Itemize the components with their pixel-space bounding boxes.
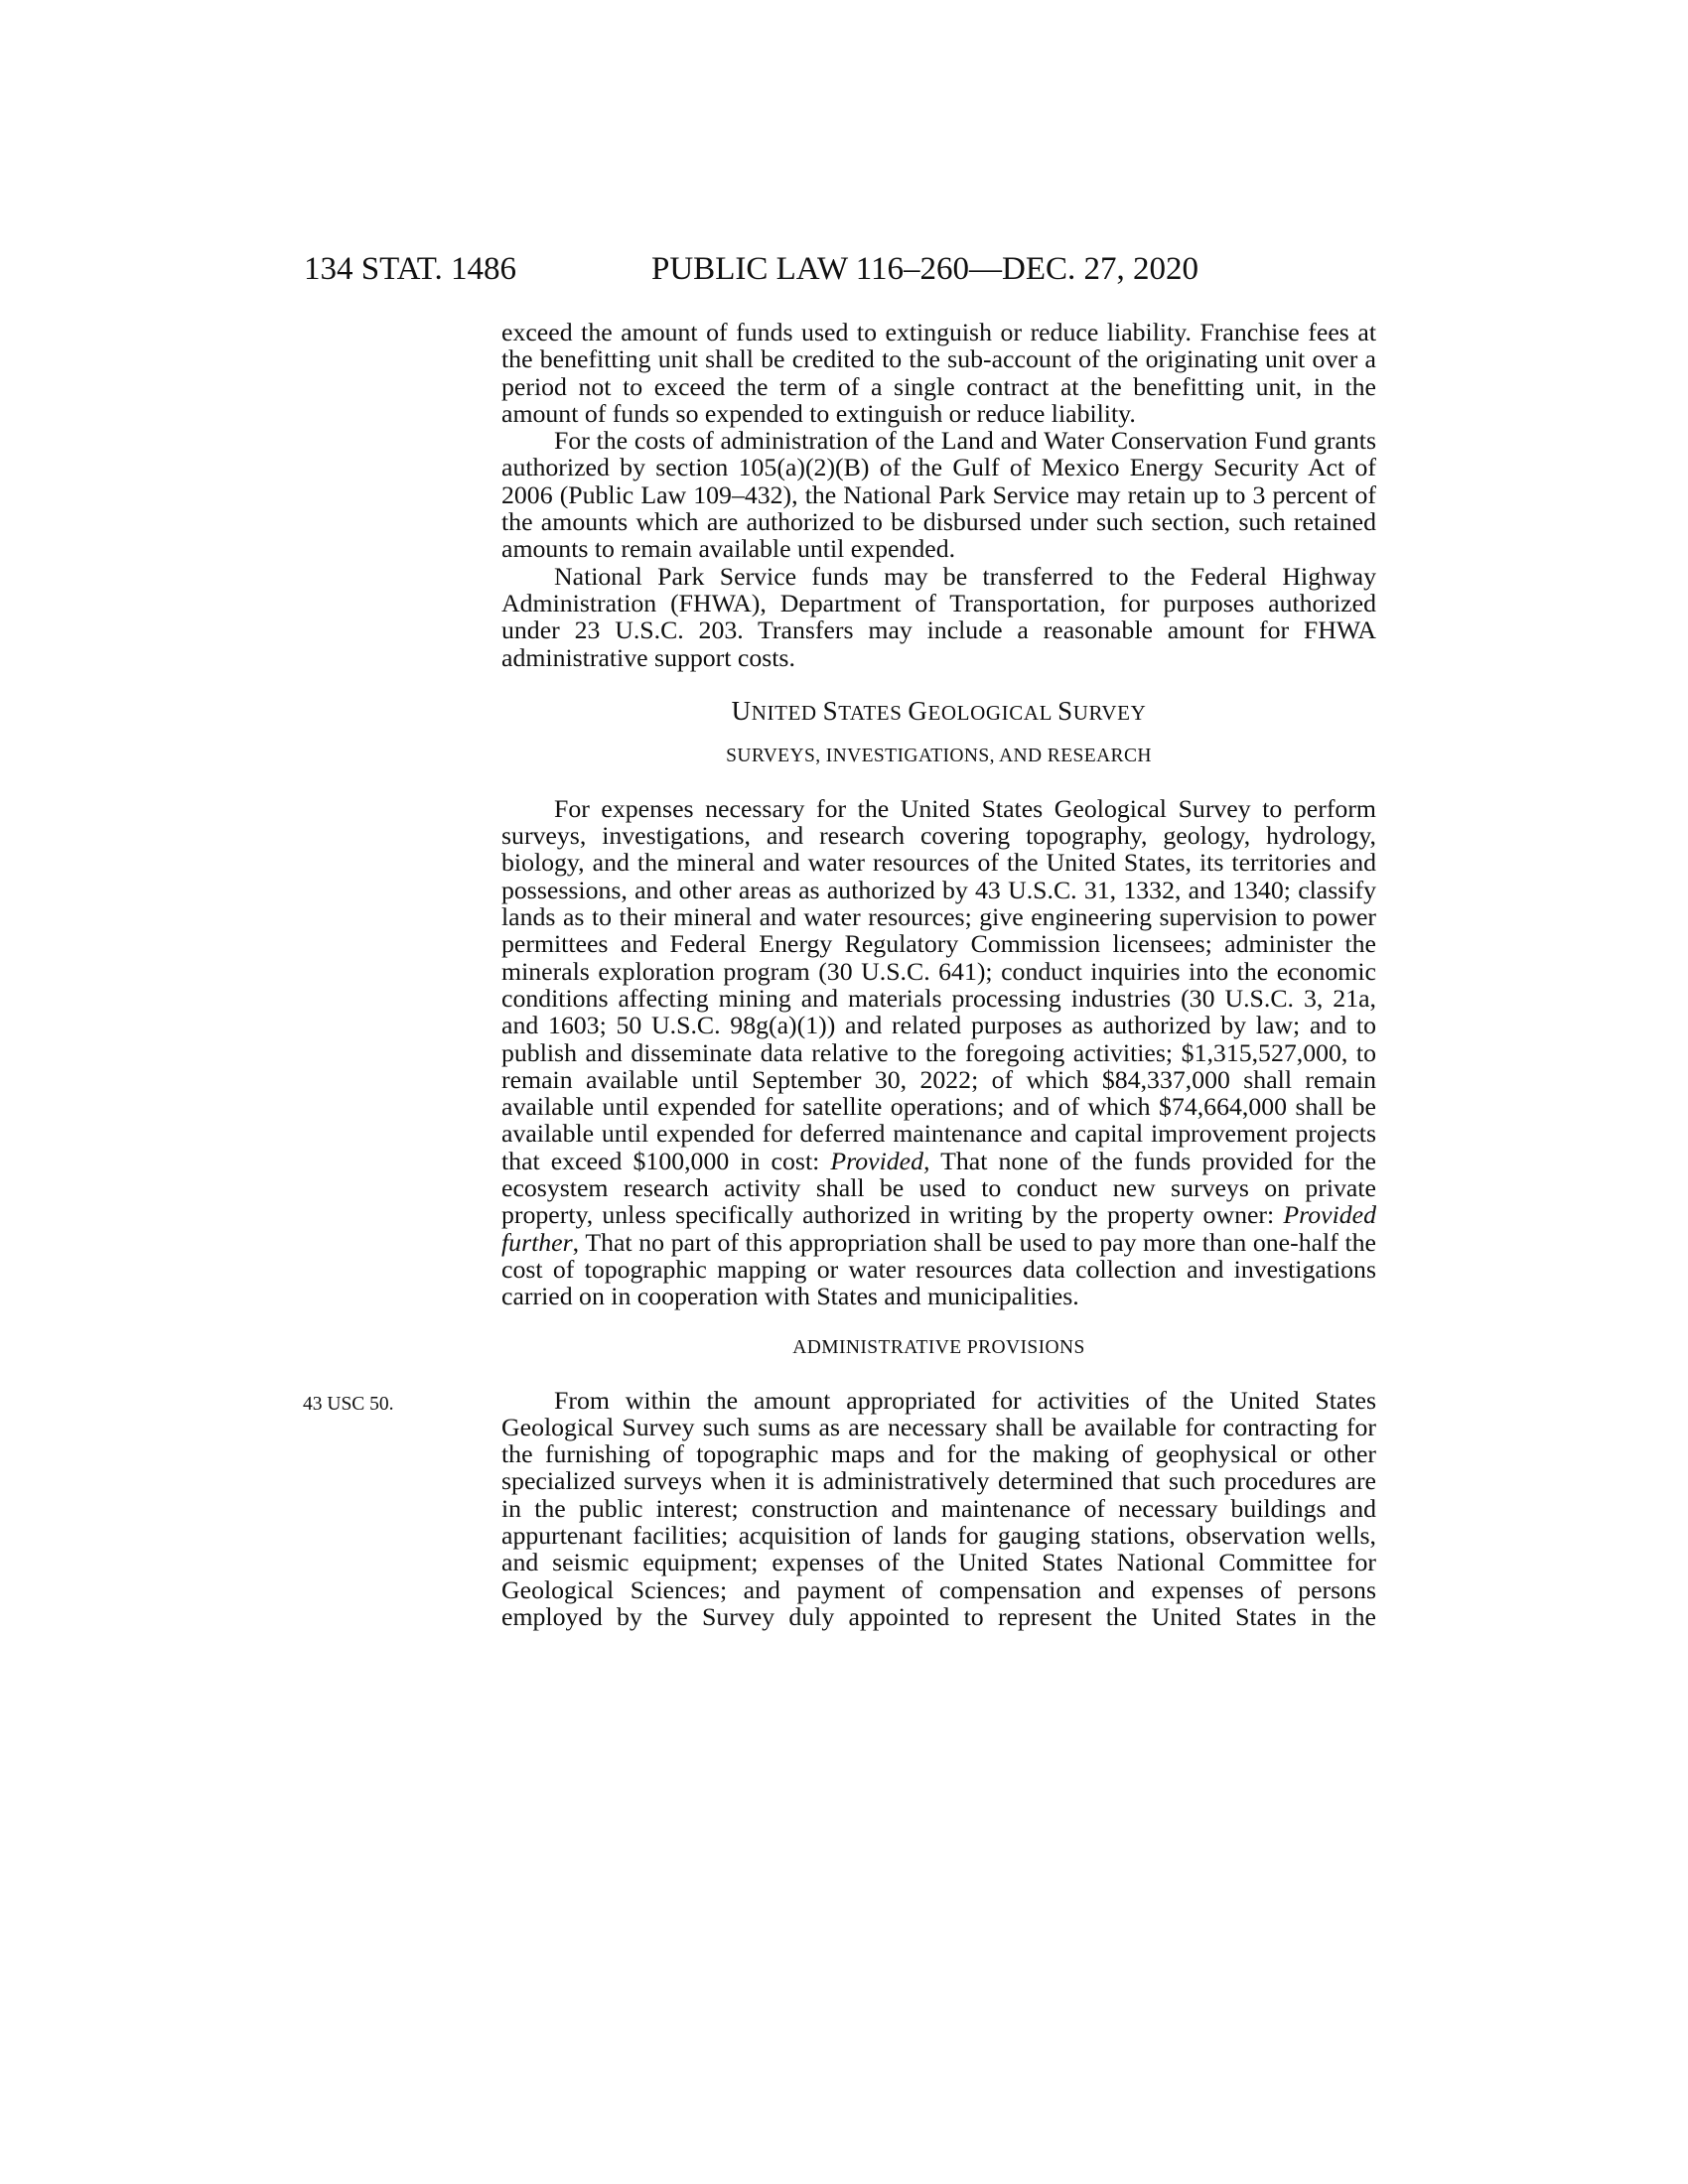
agency-section-title: UNITED STATES GEOLOGICAL SURVEY xyxy=(731,695,1147,726)
provided-further-proviso: Provided further xyxy=(501,1200,1377,1257)
paragraph-administrative-provisions: From within the amount appropriated for activities of the United States Geological Survey such sums as are necessary shall be available for contracting for the furnishing of topographic maps and for the making of geophysical or other specialized surveys when it is administratively determined that such procedures are in the public interest; construction and maintenance of necessary buildings and appurtenant facilities; acquisition of lands for gauging stations, observation wells, and seismic equipment; expenses of the United States National Committee for Geological Sciences; and payment of compensation and expenses of persons employed by the Survey duly appointed to represent the United States in the xyxy=(501,1385,1376,1631)
paragraph-fhwa-transfers: National Park Service funds may be transferred to the Federal Highway Administration (FHWA), Department of Transportation, for purposes authorized under 23 U.S.C. 203. Transfers may include a reasonable amount for FHWA administrative support costs. xyxy=(501,561,1376,672)
paragraph-franchise-fees: exceed the amount of funds used to extinguish or reduce liability. Franchise fees at the benefitting unit shall be credited to the sub-account of the originating unit over a period not to exceed the term of a single contract at the benefitting unit, in the amount of funds so expended to extinguish or reduce liability. xyxy=(501,318,1376,428)
usgs-appropriation-text-b: That none of the funds provided for the ecosystem research activity shall be used to conduct new surveys on private property, unless specifically authorized in writing by the property owner: xyxy=(501,1146,1376,1230)
paragraph-usgs-appropriation xyxy=(501,795,1376,1310)
public-law-heading: PUBLIC LAW 116–260—DEC. 27, 2020 xyxy=(651,251,1199,287)
usgs-appropriation-text-c: , That no part of this appropriation shall be used to pay more than one-half the cost of topographic mapping or water resources data collection and investigations carried on in cooperation with States and municipalities. xyxy=(501,1227,1376,1311)
margin-citation-note: 43 USC 50. xyxy=(303,1394,394,1415)
administrative-provisions-heading: ADMINISTRATIVE PROVISIONS xyxy=(792,1336,1085,1358)
paragraph-lwcf-administration: For the costs of administration of the Land and Water Conservation Fund grants authorized by section 105(a)(2)(B) of the Gulf of Mexico Energy Security Act of 2006 (Public Law 109–432), the National Park Service may retain up to 3 percent of the amounts which are authorized to be disbursed under such section, such retained amounts to remain available until expended. xyxy=(501,426,1376,564)
body-text-column xyxy=(501,319,1376,1630)
account-subheading: SURVEYS, INVESTIGATIONS, AND RESEARCH xyxy=(726,745,1152,766)
running-header xyxy=(0,249,1688,289)
provided-proviso: Provided, xyxy=(830,1146,930,1175)
statute-page-reference: 134 STAT. 1486 xyxy=(304,251,517,287)
usgs-appropriation-text-a: For expenses necessary for the United States Geological Survey to perform surveys, investigations, and research covering topography, geology, hydrology, biology, and the mineral and water resources of the United States, its territories and possessions, and other areas as authorized by 43 U.S.C. 31, 1332, and 1340; classify lands as to their mineral and water resources; give engineering supervision to power permittees and Federal Energy Regulatory Commission licensees; administer the minerals exploration program (30 U.S.C. 641); conduct inquiries into the economic conditions affecting mining and materials processing industries (30 U.S.C. 3, 21a, and 1603; 50 U.S.C. 98g(a)(1)) and related purposes as authorized by law; and to publish and disseminate data relative to the foregoing activities; $1,315,527,000, to remain available until September 30, 2022; of which $84,337,000 shall remain available until expended for satellite operations; and of which $74,664,000 shall be available until expended for deferred maintenance and capital improvement projects that exceed $100,000 in cost: xyxy=(501,793,1376,1175)
